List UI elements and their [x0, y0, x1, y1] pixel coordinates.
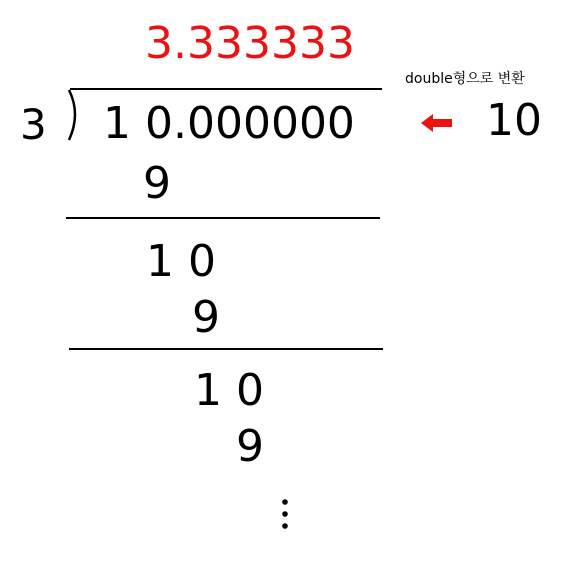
- step-2-subtract: 9: [192, 292, 220, 343]
- step-2-rule: [69, 348, 383, 350]
- quotient: 3.333333: [145, 18, 355, 69]
- divisor: 3: [20, 100, 47, 149]
- step-3-subtract: 9: [236, 421, 264, 472]
- dividend: 1 0.000000: [103, 98, 355, 149]
- step-2-remainder: 1 0: [194, 365, 264, 416]
- conversion-note: double형으로 변환: [405, 71, 525, 87]
- division-bracket-icon: [66, 88, 86, 144]
- step-1-rule: [66, 217, 380, 219]
- division-bar: [70, 88, 382, 90]
- vertical-ellipsis-icon: [281, 498, 289, 532]
- step-1-subtract: 9: [143, 158, 171, 209]
- step-1-remainder: 1 0: [146, 236, 216, 287]
- arrow-left-icon: [421, 113, 453, 133]
- original-value: 10: [486, 95, 542, 146]
